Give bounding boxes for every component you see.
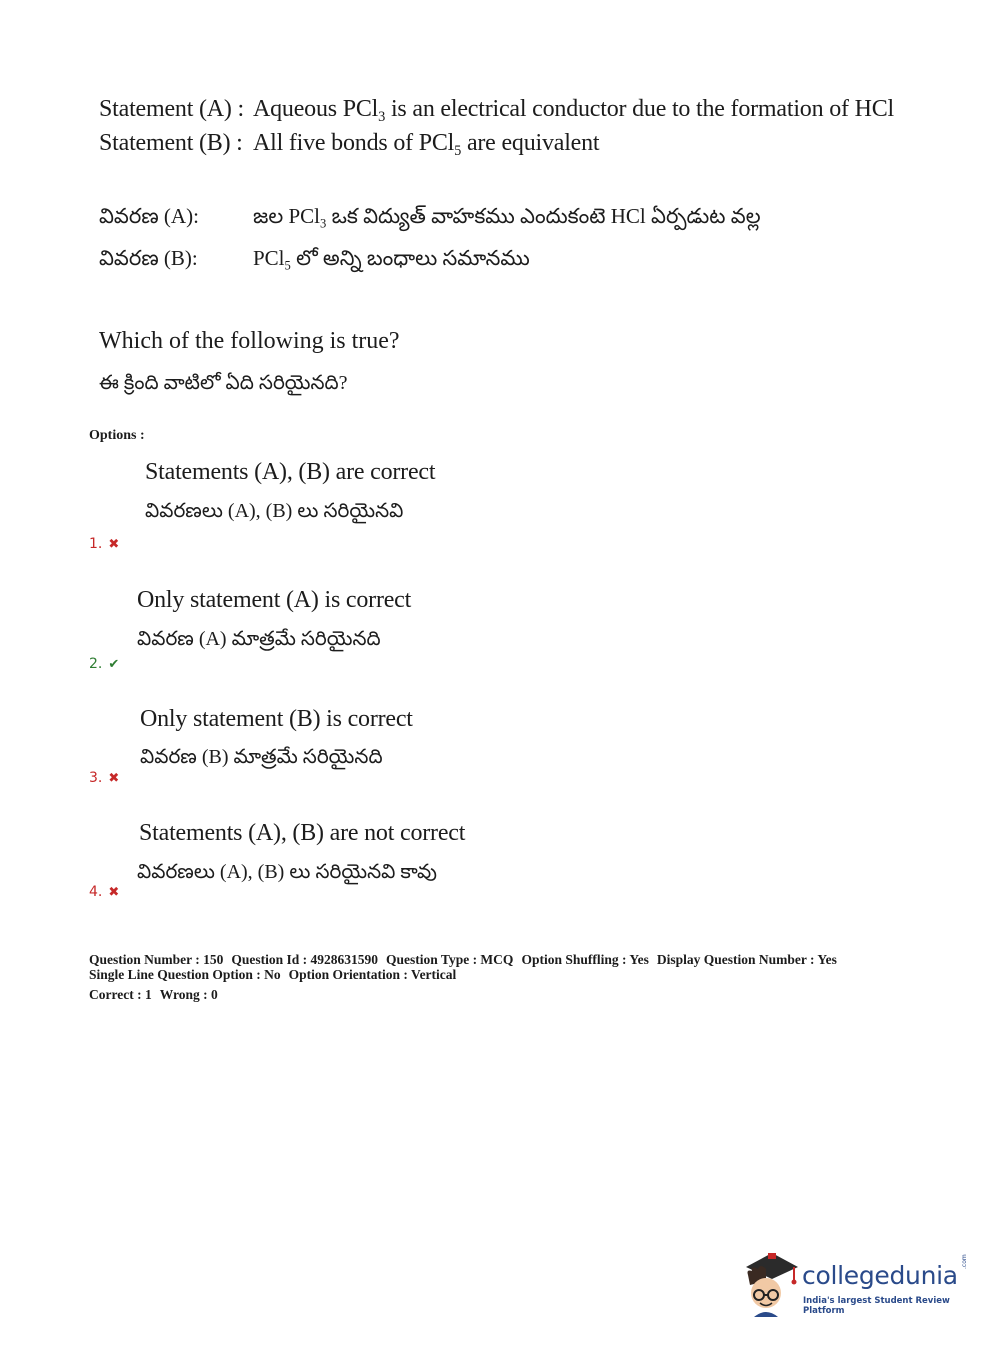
option-3-number <box>89 770 119 786</box>
statement-b-subscript: 5 <box>454 143 462 160</box>
option-2-en[interactable]: Only statement (A) is correct <box>137 587 412 613</box>
single-line-option: Single Line Question Option : No <box>89 967 281 982</box>
logo-suffix: .com <box>961 1254 968 1269</box>
question-number: Question Number : 150 <box>89 952 224 967</box>
check-icon: ✔ <box>108 657 120 672</box>
question-meta-line-1 <box>89 952 845 967</box>
statement-b-text-post: are equivalent <box>461 130 600 156</box>
option-4-number-text: 4. <box>89 884 103 900</box>
correct-marks: Correct : 1 <box>89 987 152 1002</box>
option-1-number-text: 1. <box>89 536 103 552</box>
statement-b-text-pre: All five bonds of PCl <box>253 130 455 156</box>
statement-a-en <box>99 96 894 126</box>
statement-a-te-subscript: 3 <box>320 216 327 231</box>
option-4-en[interactable]: Statements (A), (B) are not correct <box>139 820 466 846</box>
statement-a-te-post: ఒక విద్యుత్ వాహకము ఎందుకంటె HCl ఏర్పడుట వల్ల <box>326 204 761 228</box>
statement-b-te-pre: PCl <box>253 246 285 270</box>
option-3-en[interactable]: Only statement (B) is correct <box>140 706 413 732</box>
option-3-number-text: 3. <box>89 770 103 786</box>
option-1-number <box>89 536 119 552</box>
option-1-te[interactable]: వివరణలు (A), (B) లు సరియైనవి <box>145 500 404 522</box>
wrong-icon: ✖ <box>108 537 120 552</box>
statement-b-te-post: లో అన్ని బంధాలు సమానము <box>290 246 530 270</box>
statement-b-te-subscript: 5 <box>284 258 291 273</box>
logo-wordmark: collegedunia <box>802 1261 958 1290</box>
question-type: Question Type : MCQ <box>386 952 514 967</box>
option-4-te[interactable]: వివరణలు (A), (B) లు సరియైనవి కావు <box>137 861 438 883</box>
logo-tagline: India's largest Student Review Platform <box>803 1296 950 1316</box>
display-question-number: Display Question Number : Yes <box>656 952 837 967</box>
statement-a-text-pre: Aqueous PCl <box>253 96 379 122</box>
collegedunia-logo[interactable] <box>742 1247 972 1317</box>
option-shuffling: Option Shuffling : Yes <box>521 952 649 967</box>
option-orientation: Option Orientation : Vertical <box>288 967 457 982</box>
statement-a-te-pre: జల PCl <box>253 204 321 228</box>
question-meta-line-3 <box>89 987 226 1002</box>
option-3-te[interactable]: వివరణ (B) మాత్రమే సరియైనది <box>140 746 383 768</box>
statement-a-text-post: is an electrical conductor due to the formation of HCl <box>385 96 894 122</box>
statement-a-subscript: 3 <box>378 109 386 126</box>
statement-a-te-label: వివరణ (A): <box>99 204 199 228</box>
option-2-te[interactable]: వివరణ (A) మాత్రమే సరియైనది <box>137 628 381 650</box>
option-4-number <box>89 884 119 900</box>
option-1-en[interactable]: Statements (A), (B) are correct <box>145 459 436 485</box>
statement-a-te <box>99 204 761 234</box>
question-meta-line-2 <box>89 967 464 982</box>
statement-a-label: Statement (A) : <box>99 96 244 122</box>
question-en: Which of the following is true? <box>99 328 400 354</box>
wrong-icon: ✖ <box>108 771 120 786</box>
options-label: Options : <box>89 428 145 443</box>
question-te: ఈ క్రింది వాటిలో ఏది సరియైనది? <box>99 372 348 394</box>
option-2-number-text: 2. <box>89 656 103 672</box>
wrong-icon: ✖ <box>108 885 120 900</box>
statement-b-te <box>99 246 530 276</box>
statement-b-en <box>99 130 600 160</box>
statement-b-label: Statement (B) : <box>99 130 243 156</box>
option-2-number <box>89 656 119 672</box>
statement-b-te-label: వివరణ (B): <box>99 246 198 270</box>
wrong-marks: Wrong : 0 <box>159 987 218 1002</box>
question-id: Question Id : 4928631590 <box>231 952 379 967</box>
mascot-icon <box>742 1247 802 1317</box>
